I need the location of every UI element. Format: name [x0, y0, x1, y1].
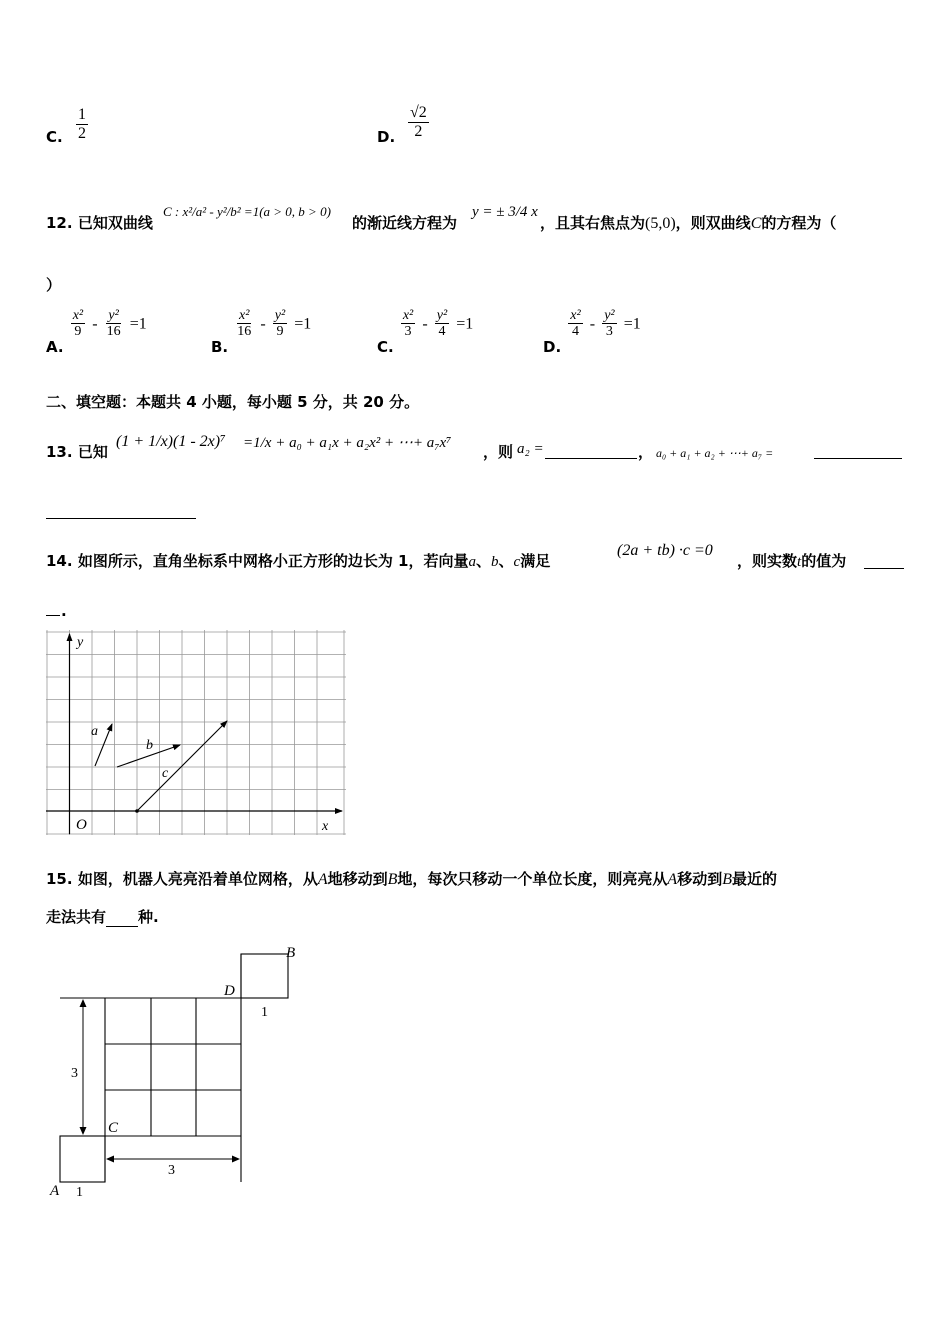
q14-number: 14. — [46, 552, 73, 570]
q12-option-b — [211, 308, 312, 357]
q12-text-pre: 已知双曲线 — [77, 214, 153, 232]
q15-label-d: D — [224, 983, 235, 999]
q15-b-2: B — [722, 871, 732, 888]
q15-text1: 如图，机器人亮亮沿着单位网格，从 — [77, 870, 318, 888]
q12-d-xnum: x² — [570, 308, 581, 323]
q11-option-d-label: D. — [377, 128, 396, 146]
q14-text-end: ，则实数 — [737, 552, 798, 570]
q13-expr-rhs: =1/x + a₀ + a₁x + a₂x² + ⋯+ a₇x⁷ — [243, 435, 452, 451]
q13-intro — [46, 441, 108, 462]
q12-text-end2: 的方程为（ — [761, 214, 837, 232]
q12-option-b-label: B. — [211, 338, 229, 357]
q14-text-mid: 满足 — [520, 552, 551, 570]
q14-vector-c-origin — [135, 809, 139, 813]
q14-text-pre: 如图所示，直角坐标系中网格小正方形的边长为 1，若向量 — [77, 552, 469, 570]
q12-curve-eq: C : x²/a² - y²/b² =1(a > 0, b > 0) — [163, 204, 331, 219]
q12-text-mid2 — [540, 212, 836, 233]
q14-sep-2: 、 — [498, 552, 514, 570]
q14-text-end2: 的值为 — [801, 552, 847, 570]
q12-text-end: ，则双曲线 — [675, 214, 751, 232]
q12-d-xden: 4 — [571, 324, 579, 340]
q12-b-eq: =1 — [294, 315, 312, 333]
q15-label-3h: 3 — [168, 1163, 175, 1178]
q12-b-minus: - — [260, 315, 266, 333]
q15-label-3v: 3 — [71, 1066, 78, 1081]
q15-label-b: B — [286, 945, 296, 961]
q15-text5: 最近的 — [732, 870, 778, 888]
q12-c-ynum: y² — [436, 308, 448, 323]
q12-b-ynum: y² — [274, 308, 286, 323]
q14-blank[interactable] — [864, 550, 904, 569]
q15-text4: 移动到 — [677, 870, 723, 888]
q15-grid — [60, 954, 288, 1182]
q11-option-d — [377, 128, 395, 146]
q15-a-1: A — [317, 871, 328, 888]
q12-option-d-label: D. — [543, 338, 562, 357]
q11-option-c-label: C. — [46, 128, 63, 146]
q14-figure — [46, 630, 346, 835]
q12-a-ynum: y² — [108, 308, 119, 323]
q15-label-c: C — [108, 1120, 119, 1136]
q14-vec-c: c — [513, 554, 521, 570]
q12-a-yden: 16 — [106, 324, 121, 340]
q14-line1 — [46, 550, 550, 571]
q15-text2: 地移动到 — [327, 870, 388, 888]
q12-c-xden: 3 — [404, 324, 412, 340]
q14-label-y: y — [77, 635, 84, 650]
q12-d-ynum: y² — [604, 308, 615, 323]
q12-option-c — [377, 308, 474, 357]
q13-number: 13. — [46, 443, 73, 461]
q12-options — [46, 308, 746, 358]
q14-label-a: a — [91, 724, 98, 739]
q14-vec-a: a — [468, 554, 476, 570]
q12-c-xnum: x² — [402, 308, 414, 323]
q11-option-c — [46, 128, 63, 146]
q15-label-a: A — [50, 1183, 60, 1199]
q15-label-1a: 1 — [76, 1185, 83, 1200]
q13-text-then: ，则 — [483, 443, 514, 461]
q14-label-c: c — [162, 766, 169, 781]
q12-focus: (5,0) — [645, 215, 676, 232]
q15-line1 — [46, 868, 777, 889]
q12-a-xden: 9 — [74, 324, 82, 340]
q13-blank-2[interactable] — [814, 438, 902, 459]
q14-blank-cont[interactable] — [46, 600, 60, 616]
q15-a-2: A — [667, 871, 678, 888]
q12-a-xnum: x² — [72, 308, 84, 323]
q14-label-b: b — [146, 738, 153, 753]
q12-paren-close: ） — [46, 276, 62, 294]
q12-option-c-label: C. — [377, 338, 394, 357]
q12-line1 — [46, 212, 153, 233]
q14-tail — [737, 550, 846, 571]
q13-blank-1[interactable] — [545, 438, 637, 459]
q15-number: 15. — [46, 870, 73, 888]
q15-label-1b: 1 — [261, 1005, 268, 1020]
q12-b-yden: 9 — [276, 324, 284, 340]
q13-ask2: a₀ + a₁ + a₂ + ⋯+ a₇ = — [656, 446, 774, 460]
q12-option-a — [46, 308, 147, 357]
q13-ask1: a₂ = — [517, 441, 544, 457]
q12-curve-name: C — [750, 215, 762, 232]
q14-vec-b: b — [491, 554, 499, 570]
q15-figure — [46, 940, 316, 1205]
q15-line2 — [46, 906, 159, 927]
q15-line2-pre: 走法共有 — [46, 908, 107, 926]
q11-option-d-value — [406, 104, 431, 140]
q12-option-d — [543, 308, 641, 357]
q12-text-mid2-label: ，且其右焦点为 — [540, 214, 646, 232]
q12-b-xnum: x² — [239, 308, 250, 323]
q12-number: 12. — [46, 214, 73, 232]
q15-line2-post: 种. — [138, 908, 159, 926]
q11-option-c-value — [74, 106, 90, 142]
q12-asymptote: y = ± 3/4 x — [472, 204, 538, 220]
q14-period: . — [61, 602, 67, 620]
q15-b-1: B — [387, 871, 398, 888]
q12-a-minus: - — [92, 315, 98, 333]
q13-blank-2-cont[interactable] — [46, 498, 196, 519]
section2-heading: 二、填空题：本题共 4 小题，每小题 5 分，共 20 分。 — [46, 393, 420, 411]
q12-a-eq: =1 — [129, 315, 147, 333]
q11-d-num: √2 — [410, 104, 427, 121]
q13-expr-lhs: (1 + 1/x)(1 - 2x)⁷ — [116, 433, 226, 450]
q15-blank[interactable] — [106, 910, 138, 927]
q12-d-minus: - — [589, 315, 596, 333]
q12-c-yden: 4 — [438, 324, 446, 340]
q14-label-x: x — [322, 819, 329, 834]
q11-d-den: 2 — [414, 122, 423, 140]
q13-text-pre: 已知 — [77, 443, 108, 461]
q12-c-minus: - — [422, 315, 428, 333]
q11-c-den: 2 — [78, 124, 86, 142]
q14-condition: (2a + tb) ·c =0 — [617, 542, 713, 559]
q12-d-yden: 3 — [605, 324, 613, 340]
q14-label-o: O — [76, 817, 87, 833]
q11-c-num: 1 — [78, 106, 86, 123]
q12-option-a-label: A. — [46, 338, 64, 357]
q14-sep-1: 、 — [475, 552, 491, 570]
q12-b-xden: 16 — [237, 324, 252, 340]
q12-d-eq: =1 — [623, 315, 641, 333]
q12-c-eq: =1 — [456, 315, 474, 333]
q15-text3: 地，每次只移动一个单位长度，则亮亮从 — [397, 870, 668, 888]
q13-comma: ， — [638, 443, 654, 461]
q12-text-mid: 的渐近线方程为 — [352, 214, 458, 232]
q14-var-t: t — [797, 554, 802, 570]
